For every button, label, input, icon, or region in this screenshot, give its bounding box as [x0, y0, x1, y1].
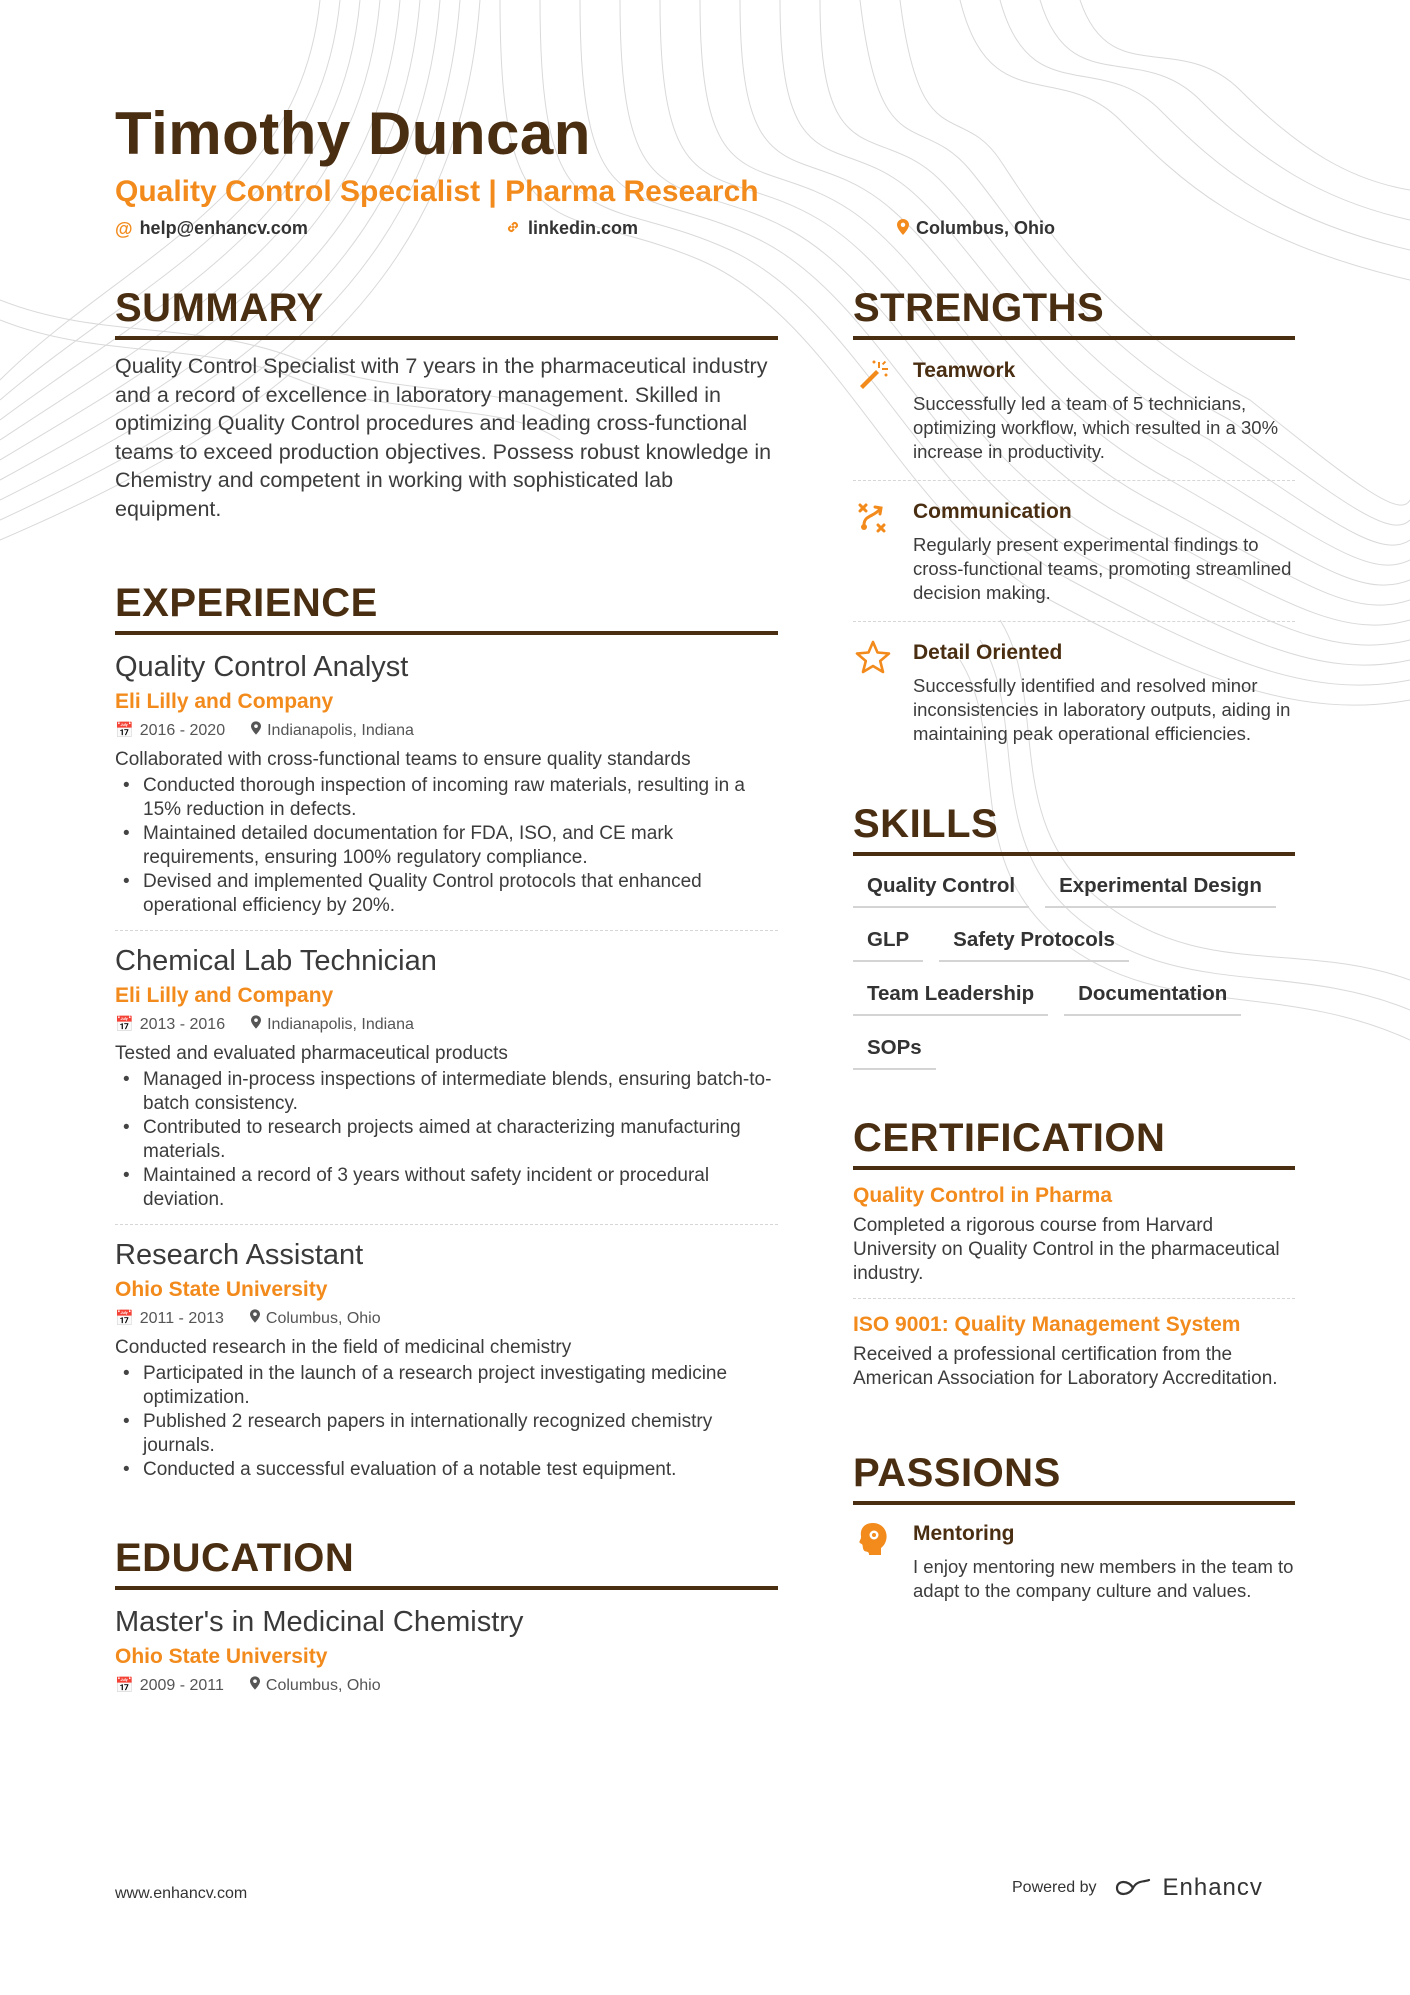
- certification-description: Completed a rigorous course from Harvard University on Quality Control in the pharmaceutical industry.: [853, 1215, 1280, 1284]
- list-item: • Maintained a record of 3 years without safety incident or procedural deviation.: [115, 1164, 778, 1212]
- strategy-icon: [853, 499, 893, 605]
- strength-title: Teamwork: [913, 359, 1016, 382]
- summary-text: Quality Control Specialist with 7 years in the pharmaceutical industry and a record of excellence in laboratory management. Skilled in optimizing Quality Control procedures and leading cross-functional teams to exceed production objectives. Possess robust knowledge in Chemistry and competent in working with sophisticated lab equipment.: [115, 354, 772, 521]
- list-item: • Conducted a successful evaluation of a notable test equipment.: [115, 1458, 778, 1482]
- list-item: • Devised and implemented Quality Control protocols that enhanced operational efficiency by 20%.: [115, 870, 778, 918]
- enhancv-logo-icon: [1111, 1876, 1155, 1900]
- company-name: Eli Lilly and Company: [115, 984, 334, 1007]
- linkedin-text: linkedin.com: [528, 218, 639, 238]
- footer-branding: [1012, 1874, 1263, 1902]
- role-title: Research Assistant: [115, 1239, 364, 1271]
- education-dates: 2009 - 2011: [139, 1677, 224, 1694]
- strength-item: [853, 340, 1295, 480]
- certification-section: [853, 1112, 1295, 1403]
- role-dates: 2013 - 2016: [139, 1016, 226, 1033]
- map-pin-icon: [250, 1307, 260, 1331]
- skills-section: [853, 798, 1295, 1070]
- contact-info: [115, 218, 1295, 244]
- experience-heading: EXPERIENCE: [115, 577, 778, 635]
- list-item: • Conducted thorough inspection of incoming raw materials, resulting in a 15% reduction in defects.: [115, 774, 778, 822]
- skill-tag: Safety Protocols: [939, 922, 1129, 962]
- strength-item: [853, 480, 1295, 621]
- left-column: [115, 282, 778, 1698]
- calendar-icon: 📅: [115, 1016, 134, 1033]
- company-name: Eli Lilly and Company: [115, 690, 334, 713]
- certification-item: [853, 1170, 1295, 1298]
- skill-tag: SOPs: [853, 1030, 936, 1070]
- calendar-icon: 📅: [115, 1310, 134, 1327]
- summary-section: [115, 282, 778, 523]
- location-contact: [897, 218, 1055, 239]
- strength-title: Detail Oriented: [913, 641, 1063, 664]
- list-item: • Participated in the launch of a research project investigating medicine optimization.: [115, 1362, 778, 1410]
- role-title: Chemical Lab Technician: [115, 945, 437, 977]
- list-item: • Contributed to research projects aimed at characterizing manufacturing materials.: [115, 1116, 778, 1164]
- role-description: Tested and evaluated pharmaceutical products: [115, 1043, 508, 1064]
- skill-tag: Documentation: [1064, 976, 1241, 1016]
- role-meta: [115, 719, 778, 743]
- head-icon: [853, 1521, 893, 1603]
- skill-tag: Experimental Design: [1045, 868, 1276, 908]
- education-meta: [115, 1674, 778, 1698]
- degree-title: Master's in Medicinal Chemistry: [115, 1606, 524, 1638]
- calendar-icon: 📅: [115, 1677, 134, 1694]
- brand-name: Enhancv: [1162, 1874, 1263, 1901]
- skill-tag: GLP: [853, 922, 923, 962]
- map-pin-icon: [250, 1674, 260, 1698]
- email-contact[interactable]: [115, 218, 308, 239]
- experience-section: [115, 577, 778, 1482]
- list-item: • Published 2 research papers in internationally recognized chemistry journals.: [115, 1410, 778, 1458]
- skills-list: [853, 868, 1295, 1070]
- passion-description: I enjoy mentoring new members in the team to adapt to the company culture and values.: [913, 1556, 1294, 1601]
- location-text: Columbus, Ohio: [916, 218, 1055, 238]
- experience-entry: [115, 930, 778, 1212]
- link-icon: [505, 219, 521, 238]
- role-bullets: [115, 774, 778, 918]
- list-item: • Managed in-process inspections of intermediate blends, ensuring batch-to-batch consistency.: [115, 1068, 778, 1116]
- role-meta: [115, 1307, 778, 1331]
- role-location: Indianapolis, Indiana: [267, 722, 414, 739]
- magic-wand-icon: [853, 358, 893, 464]
- skill-tag: Team Leadership: [853, 976, 1048, 1016]
- enhancv-logo[interactable]: [1111, 1874, 1263, 1902]
- passion-item: [853, 1505, 1295, 1603]
- passions-heading: PASSIONS: [853, 1447, 1295, 1505]
- certification-title: ISO 9001: Quality Management System: [853, 1313, 1241, 1336]
- strengths-section: [853, 282, 1295, 762]
- strength-item: [853, 621, 1295, 762]
- candidate-title: Quality Control Specialist | Pharma Research: [115, 175, 759, 208]
- company-name: Ohio State University: [115, 1278, 328, 1301]
- role-bullets: [115, 1068, 778, 1212]
- skills-heading: SKILLS: [853, 798, 1295, 856]
- passions-section: [853, 1447, 1295, 1603]
- footer-website[interactable]: www.enhancv.com: [115, 1885, 248, 1902]
- experience-entry: [115, 649, 778, 918]
- map-pin-icon: [897, 219, 909, 238]
- role-description: Conducted research in the field of medicinal chemistry: [115, 1337, 572, 1358]
- certification-title: Quality Control in Pharma: [853, 1184, 1113, 1207]
- role-meta: [115, 1013, 778, 1037]
- role-location: Columbus, Ohio: [265, 1310, 381, 1327]
- education-entry: [115, 1604, 778, 1698]
- strength-description: Successfully led a team of 5 technicians, optimizing workflow, which resulted in a 30% increase in productivity.: [913, 393, 1279, 462]
- strength-description: Successfully identified and resolved minor inconsistencies in laboratory outputs, aiding in maintaining peak operational efficiencies.: [913, 675, 1291, 744]
- experience-entry: [115, 1224, 778, 1482]
- role-dates: 2016 - 2020: [139, 722, 226, 739]
- resume-header: [115, 98, 1295, 244]
- passion-title: Mentoring: [913, 1522, 1015, 1545]
- at-icon: @: [115, 218, 133, 239]
- candidate-name: Timothy Duncan: [115, 100, 591, 167]
- list-item: • Maintained detailed documentation for FDA, ISO, and CE mark requirements, ensuring 100% regulatory compliance.: [115, 822, 778, 870]
- summary-heading: SUMMARY: [115, 282, 778, 340]
- education-location: Columbus, Ohio: [265, 1677, 381, 1694]
- calendar-icon: 📅: [115, 722, 134, 739]
- education-heading: EDUCATION: [115, 1532, 778, 1590]
- certification-item: [853, 1298, 1295, 1403]
- school-name: Ohio State University: [115, 1645, 328, 1668]
- strength-title: Communication: [913, 500, 1072, 523]
- skill-tag: Quality Control: [853, 868, 1029, 908]
- map-pin-icon: [251, 1013, 261, 1037]
- role-location: Indianapolis, Indiana: [267, 1016, 414, 1033]
- star-icon: [853, 640, 893, 746]
- role-bullets: [115, 1362, 778, 1482]
- email-text: help@enhancv.com: [139, 218, 308, 238]
- right-column: [853, 282, 1295, 1603]
- role-title: Quality Control Analyst: [115, 651, 409, 683]
- role-dates: 2011 - 2013: [139, 1310, 224, 1327]
- map-pin-icon: [251, 719, 261, 743]
- strengths-heading: STRENGTHS: [853, 282, 1295, 340]
- certification-heading: CERTIFICATION: [853, 1112, 1295, 1170]
- education-section: [115, 1532, 778, 1698]
- strength-description: Regularly present experimental findings to cross-functional teams, promoting streamlined decision making.: [913, 534, 1292, 603]
- linkedin-contact[interactable]: [505, 218, 638, 239]
- certification-description: Received a professional certification from the American Association for Laboratory Accreditation.: [853, 1344, 1278, 1389]
- powered-by-text: Powered by: [1012, 1879, 1097, 1896]
- role-description: Collaborated with cross-functional teams to ensure quality standards: [115, 749, 691, 770]
